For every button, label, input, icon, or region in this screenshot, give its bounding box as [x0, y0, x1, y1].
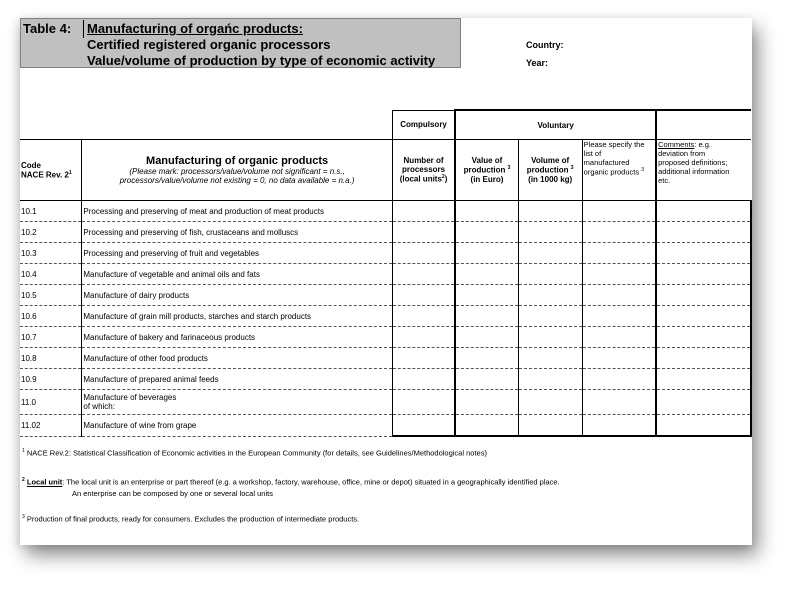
comments-cell[interactable]: [656, 306, 751, 327]
comments-cell[interactable]: [656, 264, 751, 285]
volume-cell[interactable]: [518, 415, 582, 437]
table-label: Table 4:: [23, 21, 72, 36]
comments-cell[interactable]: [656, 390, 751, 415]
row-code: 10.9: [20, 369, 82, 390]
processors-cell[interactable]: [392, 327, 455, 348]
row-description: Manufacture of wine from grape: [82, 415, 392, 437]
comments-cell[interactable]: [656, 348, 751, 369]
title-line-2: Certified registered organic processors: [87, 37, 331, 52]
processors-cell[interactable]: [392, 390, 455, 415]
column-header-row: [20, 140, 751, 201]
comments-cell[interactable]: [656, 327, 751, 348]
table-body: [20, 201, 751, 437]
spreadsheet-page: [20, 18, 752, 545]
value-cell[interactable]: [455, 348, 518, 369]
volume-cell[interactable]: [518, 243, 582, 264]
row-code: 10.5: [20, 285, 82, 306]
volume-cell[interactable]: [518, 327, 582, 348]
row-description: Processing and preserving of meat and production of meat products: [82, 201, 392, 222]
footnote-2: $^2$ Local unit: The local unit is an enterprise or part thereof (e.g. a workshop, factory, warehouse, office, mine or depot) situated in a geographically identified place.: [22, 477, 560, 487]
row-code: 11.02: [20, 415, 82, 437]
processors-cell[interactable]: [392, 348, 455, 369]
value-cell[interactable]: [455, 415, 518, 437]
table-row: [20, 285, 751, 306]
table-row: [20, 348, 751, 369]
country-label: Country:: [526, 40, 564, 50]
comments-cell[interactable]: [656, 222, 751, 243]
row-description: Manufacture of prepared animal feeds: [82, 369, 392, 390]
row-code: 10.4: [20, 264, 82, 285]
data-table: [20, 109, 752, 437]
code-header: Code NACE Rev. $2^1$: [20, 140, 82, 201]
comments-cell[interactable]: [656, 201, 751, 222]
row-code: 10.7: [20, 327, 82, 348]
products-list-cell[interactable]: [582, 222, 656, 243]
processors-cell[interactable]: [392, 369, 455, 390]
value-cell[interactable]: [455, 201, 518, 222]
voluntary-group-header: Voluntary: [455, 110, 656, 140]
processors-cell[interactable]: [392, 222, 455, 243]
products-list-cell[interactable]: [582, 327, 656, 348]
title-line-1: Manufacturing of orgańc products:: [87, 21, 303, 36]
processors-cell[interactable]: [392, 243, 455, 264]
comments-cell[interactable]: [656, 415, 751, 437]
row-code: 11.0: [20, 390, 82, 415]
row-code: 10.3: [20, 243, 82, 264]
volume-cell[interactable]: [518, 264, 582, 285]
volume-header: Volume of production $^3$ (in 1000 kg): [518, 140, 582, 201]
volume-cell[interactable]: [518, 306, 582, 327]
row-description: Processing and preserving of fish, crustaceans and molluscs: [82, 222, 392, 243]
comments-header: Comments: e.g. deviation from proposed definitions; additional information etc.: [656, 140, 751, 201]
products-list-cell[interactable]: [582, 264, 656, 285]
products-list-header: Please specify the list of manufactured organic products $^3$: [582, 140, 656, 201]
products-list-cell[interactable]: [582, 369, 656, 390]
value-cell[interactable]: [455, 243, 518, 264]
products-list-cell[interactable]: [582, 348, 656, 369]
row-description: Manufacture of dairy products: [82, 285, 392, 306]
comments-cell[interactable]: [656, 243, 751, 264]
table-row: [20, 243, 751, 264]
volume-cell[interactable]: [518, 390, 582, 415]
footnote-3: $^3$ Production of final products, ready for consumers. Excludes the production of intermediate products.: [22, 514, 360, 524]
value-cell[interactable]: [455, 306, 518, 327]
row-code: 10.6: [20, 306, 82, 327]
products-list-cell[interactable]: [582, 201, 656, 222]
volume-cell[interactable]: [518, 201, 582, 222]
compulsory-group-header: Compulsory: [392, 110, 455, 140]
value-cell[interactable]: [455, 285, 518, 306]
row-code: 10.2: [20, 222, 82, 243]
table-row: [20, 201, 751, 222]
row-description: Manufacture of grain mill products, starches and starch products: [82, 306, 392, 327]
row-description: Manufacture of vegetable and animal oils and fats: [82, 264, 392, 285]
products-list-cell[interactable]: [582, 415, 656, 437]
products-list-cell[interactable]: [582, 390, 656, 415]
description-header: Manufacturing of organic products (Please mark: processors/value/volume not significant = n.s., processors/value/volume not existing = 0, no data available = n.a.): [82, 140, 392, 201]
table-row: [20, 222, 751, 243]
comments-cell[interactable]: [656, 285, 751, 306]
year-label: Year:: [526, 58, 549, 68]
volume-cell[interactable]: [518, 348, 582, 369]
processors-header: Number of processors (local units$^2$): [392, 140, 455, 201]
products-list-cell[interactable]: [582, 243, 656, 264]
value-cell[interactable]: [455, 390, 518, 415]
volume-cell[interactable]: [518, 285, 582, 306]
value-cell[interactable]: [455, 327, 518, 348]
processors-cell[interactable]: [392, 264, 455, 285]
processors-cell[interactable]: [392, 285, 455, 306]
table-row: [20, 415, 751, 437]
row-description: Manufacture of other food products: [82, 348, 392, 369]
processors-cell[interactable]: [392, 306, 455, 327]
title-separator: [83, 20, 84, 38]
table-title-box: [20, 18, 461, 68]
title-line-3: Value/volume of production by type of economic activity: [87, 53, 436, 68]
processors-cell[interactable]: [392, 201, 455, 222]
volume-cell[interactable]: [518, 369, 582, 390]
table-row: [20, 369, 751, 390]
row-description: Manufacture of beverages of which:: [82, 390, 392, 415]
table-row: [20, 264, 751, 285]
row-description: Manufacture of bakery and farinaceous products: [82, 327, 392, 348]
volume-cell[interactable]: [518, 222, 582, 243]
value-cell[interactable]: [455, 264, 518, 285]
footnote-1: $^1$ NACE Rev.2: Statistical Classification of Economic activities in the European Community (for details, see Guidelines/Methodological notes): [22, 448, 487, 458]
value-cell[interactable]: [455, 369, 518, 390]
row-code: 10.8: [20, 348, 82, 369]
value-cell[interactable]: [455, 222, 518, 243]
products-list-cell[interactable]: [582, 306, 656, 327]
row-code: 10.1: [20, 201, 82, 222]
processors-cell[interactable]: [392, 415, 455, 437]
comments-cell[interactable]: [656, 369, 751, 390]
table-row: [20, 327, 751, 348]
value-header: Value of production $^3$ (in Euro): [455, 140, 518, 201]
table-row: [20, 390, 751, 415]
group-header-row: [20, 110, 751, 140]
footnote-2-continued: An enterprise can be composed by one or several local units: [72, 489, 273, 498]
products-list-cell[interactable]: [582, 285, 656, 306]
row-description: Processing and preserving of fruit and vegetables: [82, 243, 392, 264]
table-row: [20, 306, 751, 327]
